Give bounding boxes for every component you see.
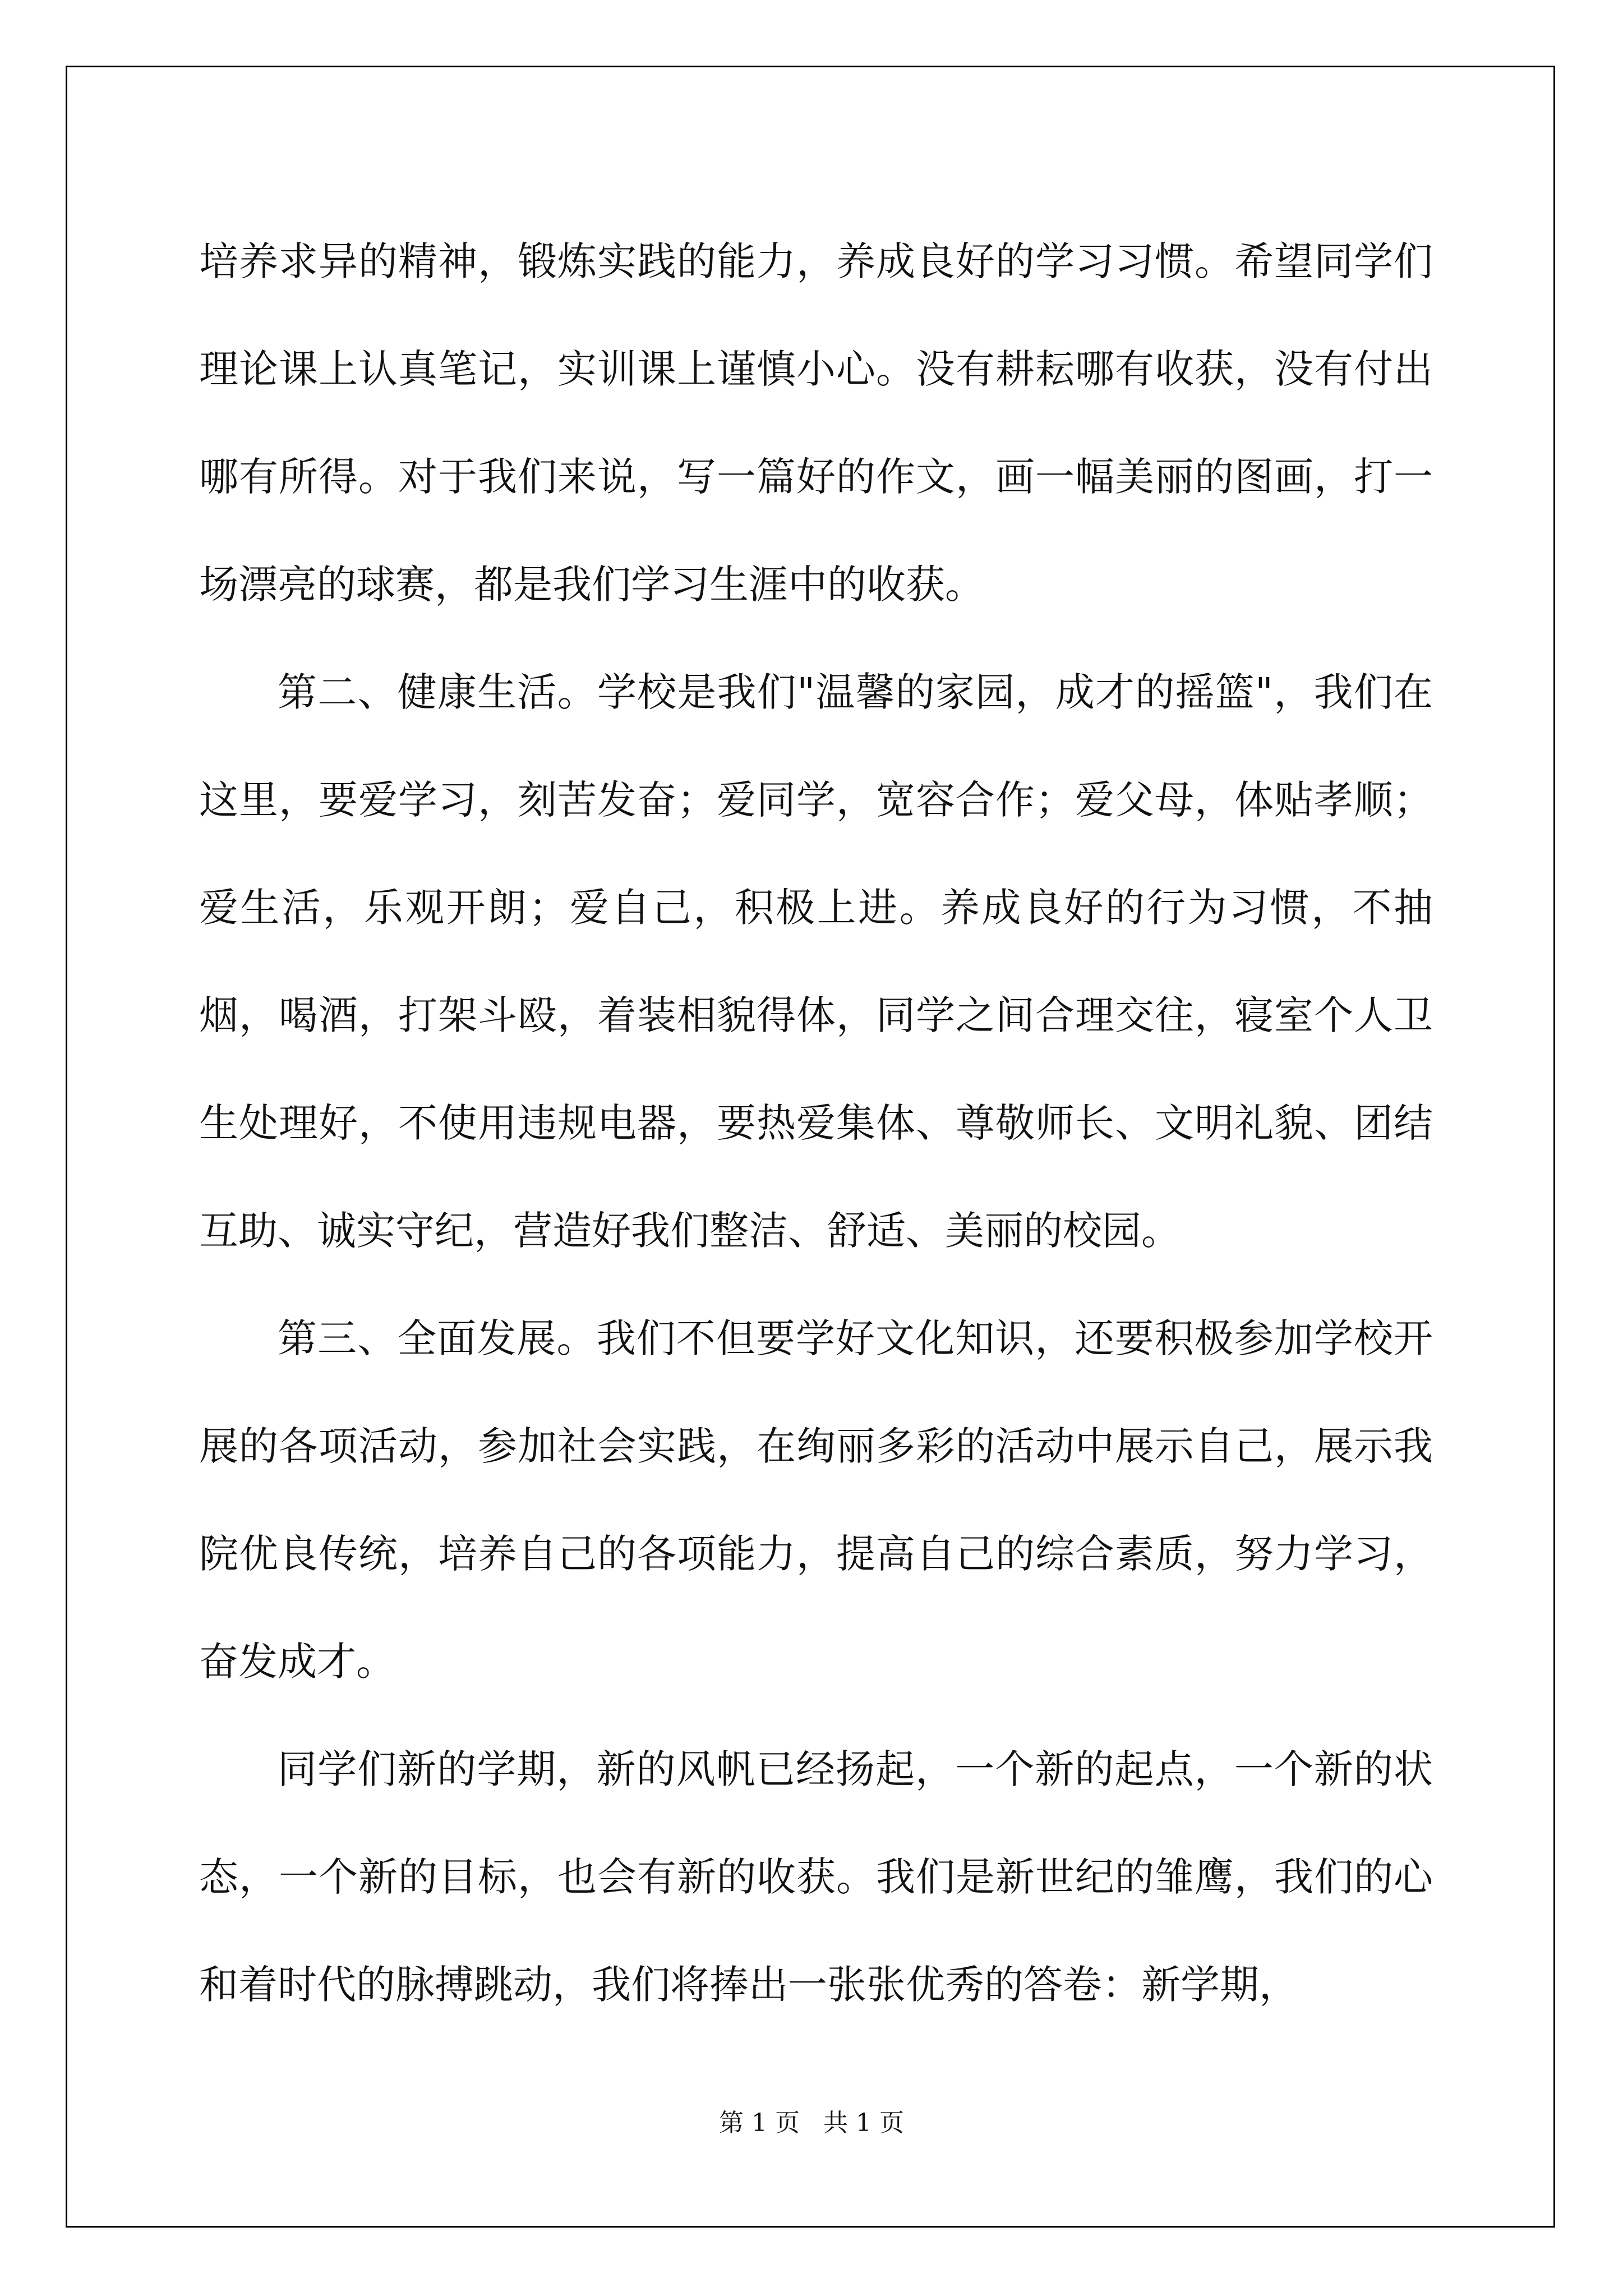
paragraph-3: 第三、全面发展。我们不但要学好文化知识，还要积极参加学校开展的各项活动，参加社会实践，在绚丽多彩的活动中展示自己，展示我院优良传统，培养自己的各项能力，提高自己的综合素质，努力学习，奋发成才。 <box>199 1315 1433 1685</box>
paragraph-4: 同学们新的学期，新的风帆已经扬起，一个新的起点，一个新的状态，一个新的目标，也会有新的收获。我们是新世纪的雏鹰，我们的心和着时代的脉搏跳动，我们将捧出一张张优秀的答卷：新学期， <box>199 1746 1433 2008</box>
page-footer: 第 1 页 共 1 页 <box>719 2109 904 2137</box>
paragraph-2: 第二、健康生活。学校是我们"温馨的家园，成才的摇篮"，我们在这里，要爱学习，刻苦发奋；爱同学，宽容合作；爱父母，体贴孝顺；爱生活，乐观开朗；爱自己，积极上进。养成良好的行为习惯，不抽烟，喝酒，打架斗殴，着装相貌得体，同学之间合理交往，寝室个人卫生处理好，不使用违规电器，要热爱集体、尊敬师长、文明礼貌、团结互助、诚实守纪，营造好我们整洁、舒适、美丽的校园。 <box>199 669 1433 1254</box>
paragraph-1: 培养求异的精神，锻炼实践的能力，养成良好的学习习惯。希望同学们理论课上认真笔记，实训课上谨慎小心。没有耕耘哪有收获，没有付出哪有所得。对于我们来说，写一篇好的作文，画一幅美丽的图画，打一场漂亮的球赛，都是我们学习生涯中的收获。 <box>199 238 1433 608</box>
document-body <box>199 208 1433 2039</box>
